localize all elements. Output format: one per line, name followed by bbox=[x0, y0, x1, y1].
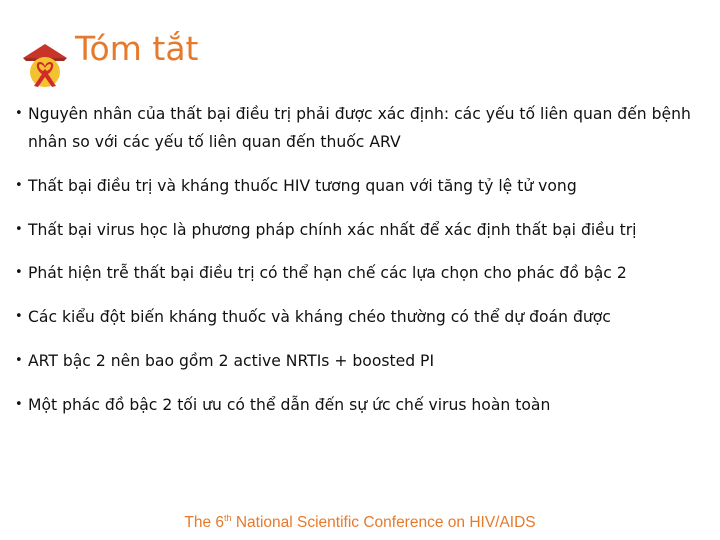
bullet-text: Thất bại điều trị và kháng thuốc HIV tương quan với tăng tỷ lệ tử vong bbox=[28, 176, 577, 195]
bullet-dot-icon: • bbox=[15, 309, 23, 325]
footer-prefix: The 6 bbox=[184, 514, 224, 531]
bullet-text: Một phác đồ bậc 2 tối ưu có thể dẫn đến sự ức chế virus hoàn toàn bbox=[28, 395, 551, 414]
bullet-text: Các kiểu đột biến kháng thuốc và kháng chéo thường có thể dự đoán được bbox=[28, 308, 611, 327]
bullet-dot-icon: • bbox=[15, 265, 23, 281]
bullet-dot-icon: • bbox=[15, 177, 23, 193]
bullet-item bbox=[15, 216, 705, 244]
bullet-item bbox=[15, 391, 705, 419]
bullet-text: Phát hiện trễ thất bại điều trị có thể hạn chế các lựa chọn cho phác đồ bậc 2 bbox=[28, 264, 627, 283]
bullet-text: Nguyên nhân của thất bại điều trị phải được xác định: các yếu tố liên quan đến bệnh nhân so với các yếu tố liên quan đến thuốc ARV bbox=[28, 105, 691, 151]
bullet-dot-icon: • bbox=[15, 106, 23, 121]
bullet-list bbox=[15, 100, 705, 435]
bullet-text: ART bậc 2 nên bao gồm 2 active NRTIs + boosted PI bbox=[28, 351, 435, 370]
bullet-dot-icon: • bbox=[15, 396, 23, 412]
bullet-item bbox=[15, 100, 705, 156]
bullet-dot-icon: • bbox=[15, 352, 23, 368]
bullet-item bbox=[15, 347, 705, 375]
bullet-text: Thất bại virus học là phương pháp chính xác nhất để xác định thất bại điều trị bbox=[28, 220, 637, 239]
conference-footer bbox=[0, 513, 720, 532]
bullet-dot-icon: • bbox=[15, 221, 23, 237]
bullet-item bbox=[15, 303, 705, 331]
footer-superscript: th bbox=[224, 513, 232, 523]
aids-ribbon-hat-icon bbox=[18, 40, 72, 90]
bullet-item bbox=[15, 172, 705, 200]
slide-title: Tóm tắt bbox=[75, 29, 199, 68]
bullet-item bbox=[15, 259, 705, 287]
footer-suffix: National Scientific Conference on HIV/AIDS bbox=[231, 514, 536, 531]
